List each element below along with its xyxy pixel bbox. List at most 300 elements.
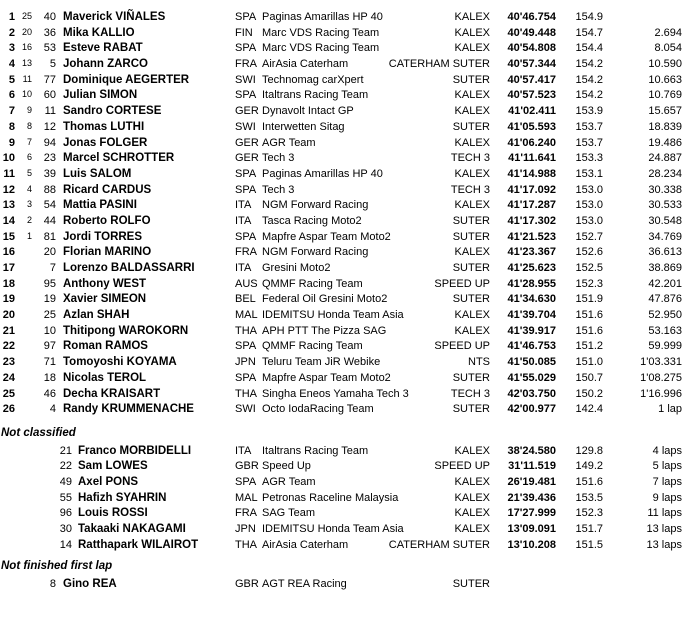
bike: CATERHAM SUTER: [388, 58, 490, 71]
team: Tech 3: [262, 183, 295, 196]
avg-speed: 153.7: [575, 136, 603, 149]
nation: SPA: [235, 340, 257, 353]
avg-speed: 153.1: [575, 167, 603, 180]
gap: 1'08.275: [640, 371, 682, 384]
nation: SPA: [235, 167, 257, 180]
gap: 13 laps: [646, 538, 682, 551]
bike: KALEX: [454, 167, 490, 180]
nation: SWI: [235, 73, 256, 86]
team: AGR Team: [262, 475, 316, 488]
rider-name: Axel PONS: [78, 475, 139, 488]
rider-name: Ricard CARDUS: [63, 183, 152, 196]
avg-speed: 154.9: [575, 11, 603, 23]
avg-speed: 154.4: [575, 42, 603, 55]
gap: 30.338: [648, 183, 682, 196]
points: 7: [26, 136, 32, 147]
gap: 15.657: [648, 105, 682, 118]
points: 3: [26, 199, 32, 210]
bike-number: 19: [43, 293, 56, 306]
rider-name: Marcel SCHROTTER: [63, 152, 175, 165]
nation: ITA: [235, 199, 252, 212]
bike: KALEX: [454, 523, 490, 535]
nation: FRA: [235, 507, 257, 520]
gap: 24.887: [648, 152, 682, 165]
rider-name: Lorenzo BALDASSARRI: [63, 262, 195, 274]
race-time: 41'28.955: [507, 277, 556, 290]
team: AirAsia Caterham: [262, 538, 349, 551]
result-row: [0, 339, 690, 355]
bike-number: 22: [59, 460, 72, 473]
position: 21: [2, 324, 15, 337]
bike: TECH 3: [450, 183, 490, 196]
team: AGT REA Racing: [262, 578, 347, 591]
bike: TECH 3: [450, 152, 490, 165]
position: 5: [8, 73, 15, 86]
gap: 42.201: [648, 277, 682, 290]
result-row: [0, 26, 690, 42]
bike: SUTER: [452, 120, 490, 133]
gap: 1'03.331: [640, 356, 682, 369]
rider-name: Florian MARINO: [63, 246, 152, 259]
result-row: [0, 104, 690, 120]
race-time: 41'21.523: [507, 230, 556, 243]
rider-name: Sandro CORTESE: [63, 105, 162, 118]
position: 20: [2, 309, 15, 322]
gap: 13 laps: [646, 523, 682, 535]
gap: 10.663: [648, 73, 682, 86]
team: Petronas Raceline Malaysia: [262, 491, 399, 504]
nation: GBR: [235, 460, 259, 473]
bike-number: 54: [43, 199, 56, 212]
rider-name: Esteve RABAT: [63, 42, 143, 55]
result-row: [0, 88, 690, 104]
bike: SUTER: [452, 262, 490, 274]
race-time: 42'03.750: [507, 387, 556, 400]
race-time: 41'06.240: [507, 136, 556, 149]
bike: TECH 3: [450, 387, 490, 400]
avg-speed: 129.8: [575, 444, 603, 457]
rider-name: Sam LOWES: [78, 460, 148, 473]
bike-number: 4: [49, 403, 56, 416]
result-row: [0, 41, 690, 57]
team: Speed Up: [262, 460, 311, 473]
avg-speed: 154.2: [575, 73, 603, 86]
rider-name: Louis ROSSI: [78, 507, 148, 520]
section-header-not_classified: Not classified: [1, 426, 76, 439]
race-time: 41'17.287: [507, 199, 556, 212]
points: 2: [26, 214, 32, 225]
team: AirAsia Caterham: [262, 58, 349, 71]
nation: ITA: [235, 262, 252, 274]
nation: THA: [235, 324, 257, 337]
avg-speed: 153.0: [575, 183, 603, 196]
position: 26: [2, 403, 15, 416]
bike-number: 39: [43, 167, 56, 180]
gap: 7 laps: [652, 475, 682, 488]
bike: KALEX: [454, 246, 490, 259]
result-row: [0, 167, 690, 183]
race-time: 41'50.085: [507, 356, 556, 369]
gap: 1 lap: [658, 403, 682, 416]
result-row: [0, 183, 690, 199]
gap: 8.054: [654, 42, 682, 55]
team: Gresini Moto2: [262, 262, 331, 274]
race-time: 40'57.523: [507, 89, 556, 102]
avg-speed: 142.4: [575, 403, 603, 416]
team: IDEMITSU Honda Team Asia: [262, 309, 404, 322]
nation: JPN: [235, 356, 256, 369]
race-time: 41'39.917: [507, 324, 556, 337]
position: 6: [8, 89, 15, 102]
result-row: [0, 371, 690, 387]
result-row: [0, 522, 690, 538]
section-header-not_finished_first_lap: Not finished first lap: [1, 560, 113, 573]
result-row: [0, 475, 690, 491]
position: 1: [8, 11, 15, 23]
nation: GBR: [235, 578, 259, 591]
bike: SPEED UP: [434, 340, 490, 353]
bike: SUTER: [452, 371, 490, 384]
avg-speed: 151.6: [575, 475, 603, 488]
avg-speed: 153.9: [575, 105, 603, 118]
nation: THA: [235, 387, 257, 400]
nation: THA: [235, 538, 257, 551]
race-time: 41'11.641: [508, 152, 556, 165]
result-row: [0, 277, 690, 293]
points: 5: [26, 167, 32, 178]
rider-name: Decha KRAISART: [63, 387, 161, 400]
result-row: [0, 245, 690, 261]
bike: SUTER: [452, 578, 490, 591]
result-row: [0, 444, 690, 460]
avg-speed: 153.7: [575, 120, 603, 133]
nation: MAL: [235, 491, 258, 504]
section-classified: [0, 10, 690, 418]
team: Paginas Amarillas HP 40: [262, 11, 383, 23]
bike: KALEX: [454, 324, 490, 337]
nation: ITA: [235, 444, 252, 457]
bike: KALEX: [454, 105, 490, 118]
avg-speed: 151.5: [575, 538, 603, 551]
position: 10: [2, 152, 15, 165]
position: 17: [2, 262, 15, 274]
team: Tasca Racing Moto2: [262, 214, 362, 227]
bike-number: 10: [43, 324, 56, 337]
avg-speed: 152.6: [575, 246, 603, 259]
nation: SPA: [235, 230, 257, 243]
points: 4: [26, 183, 32, 194]
result-row: [0, 387, 690, 403]
position: 22: [2, 340, 15, 353]
nation: SPA: [235, 475, 257, 488]
result-row: [0, 355, 690, 371]
rider-name: Jonas FOLGER: [63, 136, 148, 149]
points: 25: [21, 11, 32, 21]
rider-name: Nicolas TEROL: [63, 371, 147, 384]
nation: SPA: [235, 183, 257, 196]
race-time: 41'14.988: [507, 167, 556, 180]
avg-speed: 150.7: [575, 371, 603, 384]
team: QMMF Racing Team: [262, 277, 363, 290]
result-row: [0, 151, 690, 167]
bike: SPEED UP: [434, 460, 490, 473]
bike-number: 40: [43, 11, 56, 23]
bike: SUTER: [452, 214, 490, 227]
position: 14: [2, 214, 15, 227]
rider-name: Xavier SIMEON: [63, 293, 147, 306]
nation: ITA: [235, 214, 252, 227]
bike-number: 18: [43, 371, 56, 384]
team: Marc VDS Racing Team: [262, 26, 380, 39]
points: 9: [26, 105, 32, 116]
bike-number: 81: [43, 230, 56, 243]
result-row: [0, 73, 690, 89]
gap: 18.839: [648, 120, 682, 133]
bike: KALEX: [454, 26, 490, 39]
result-row: [0, 308, 690, 324]
rider-name: Anthony WEST: [63, 277, 147, 290]
race-time: 40'57.417: [507, 73, 556, 86]
nation: SWI: [235, 120, 256, 133]
team: Tech 3: [262, 152, 295, 165]
points: 16: [21, 42, 32, 53]
gap: 19.486: [648, 136, 682, 149]
team: Interwetten Sitag: [262, 120, 345, 133]
avg-speed: 154.7: [575, 26, 603, 39]
bike-number: 71: [43, 356, 56, 369]
race-time: 38'24.580: [507, 444, 556, 457]
bike-number: 23: [43, 152, 56, 165]
bike: SUTER: [452, 230, 490, 243]
race-time: 26'19.481: [507, 475, 556, 488]
rider-name: Julian SIMON: [63, 89, 138, 102]
rider-name: Franco MORBIDELLI: [78, 444, 192, 457]
bike-number: 55: [59, 491, 72, 504]
result-row: [0, 292, 690, 308]
race-time: 41'02.411: [508, 105, 556, 118]
rider-name: Mattia PASINI: [63, 199, 137, 212]
team: Mapfre Aspar Team Moto2: [262, 230, 391, 243]
result-row: [0, 324, 690, 340]
team: APH PTT The Pizza SAG: [262, 324, 387, 337]
race-time: 41'25.623: [507, 262, 556, 274]
gap: 52.950: [648, 309, 682, 322]
rider-name: Jordi TORRES: [63, 230, 143, 243]
team: Dynavolt Intact GP: [262, 105, 354, 118]
position: 19: [2, 293, 15, 306]
result-row: [0, 402, 690, 418]
avg-speed: 151.6: [575, 324, 603, 337]
position: 25: [2, 387, 15, 400]
race-time: 41'23.367: [507, 246, 556, 259]
result-row: [0, 261, 690, 277]
gap: 38.869: [648, 262, 682, 274]
race-time: 40'46.754: [507, 11, 556, 23]
result-row: [0, 10, 690, 26]
race-time: 41'17.092: [507, 183, 556, 196]
nation: BEL: [235, 293, 256, 306]
gap: 36.613: [648, 246, 682, 259]
points: 1: [26, 230, 32, 241]
nation: SPA: [235, 42, 257, 55]
team: Marc VDS Racing Team: [262, 42, 380, 55]
bike: KALEX: [454, 11, 490, 23]
team: Italtrans Racing Team: [262, 89, 369, 102]
avg-speed: 152.3: [575, 507, 603, 520]
rider-name: Randy KRUMMENACHE: [63, 403, 194, 416]
position: 18: [2, 277, 15, 290]
points: 20: [21, 26, 32, 37]
gap: 30.548: [648, 214, 682, 227]
bike: CATERHAM SUTER: [388, 538, 490, 551]
position: 4: [8, 58, 15, 71]
race-time: 41'05.593: [507, 120, 556, 133]
bike-number: 60: [43, 89, 56, 102]
bike: KALEX: [454, 199, 490, 212]
rider-name: Thitipong WAROKORN: [63, 324, 189, 337]
bike-number: 96: [59, 507, 72, 520]
points: 6: [26, 152, 32, 163]
avg-speed: 153.0: [575, 199, 603, 212]
result-row: [0, 214, 690, 230]
nation: SPA: [235, 11, 257, 23]
rider-name: Roberto ROLFO: [63, 214, 151, 227]
gap: 53.163: [648, 324, 682, 337]
bike-number: 7: [49, 262, 56, 274]
result-row: [0, 538, 690, 554]
gap: 34.769: [648, 230, 682, 243]
position: 13: [2, 199, 15, 212]
result-row: [0, 491, 690, 507]
race-time: 41'55.029: [507, 371, 556, 384]
race-time: 40'54.808: [507, 42, 556, 55]
team: Italtrans Racing Team: [262, 444, 369, 457]
bike: KALEX: [454, 309, 490, 322]
nation: MAL: [235, 309, 258, 322]
nation: GER: [235, 152, 259, 165]
avg-speed: 154.2: [575, 89, 603, 102]
bike: KALEX: [454, 89, 490, 102]
gap: 2.694: [654, 26, 682, 39]
avg-speed: 152.7: [575, 230, 603, 243]
bike: NTS: [468, 356, 490, 369]
rider-name: Gino REA: [63, 578, 117, 591]
bike: KALEX: [454, 507, 490, 520]
race-time: 13'10.208: [507, 538, 556, 551]
team: NGM Forward Racing: [262, 199, 369, 212]
result-row: [0, 230, 690, 246]
avg-speed: 153.5: [575, 491, 603, 504]
team: Federal Oil Gresini Moto2: [262, 293, 388, 306]
race-time: 31'11.519: [508, 460, 556, 473]
rider-name: Johann ZARCO: [63, 58, 148, 71]
position: 2: [8, 26, 15, 39]
nation: GER: [235, 105, 259, 118]
avg-speed: 151.6: [575, 309, 603, 322]
team: Teluru Team JiR Webike: [262, 356, 381, 369]
rider-name: Ratthapark WILAIROT: [78, 538, 199, 551]
avg-speed: 153.3: [575, 152, 603, 165]
avg-speed: 151.9: [575, 293, 603, 306]
race-time: 42'00.977: [507, 403, 556, 416]
bike-number: 95: [43, 277, 56, 290]
bike-number: 21: [59, 444, 72, 457]
points: 13: [21, 58, 32, 69]
rider-name: Maverick VIÑALES: [63, 11, 166, 23]
gap: 1'16.996: [640, 387, 682, 400]
gap: 10.590: [648, 58, 682, 71]
rider-name: Tomoyoshi KOYAMA: [63, 356, 177, 369]
position: 9: [8, 136, 15, 149]
gap: 59.999: [648, 340, 682, 353]
position: 15: [2, 230, 15, 243]
position: 24: [2, 371, 15, 384]
result-row: [0, 198, 690, 214]
gap: 9 laps: [652, 491, 682, 504]
rider-name: Dominique AEGERTER: [63, 73, 190, 86]
race-time: 17'27.999: [507, 507, 556, 520]
bike: KALEX: [454, 136, 490, 149]
race-time: 40'49.448: [507, 26, 556, 39]
team: QMMF Racing Team: [262, 340, 363, 353]
bike-number: 97: [43, 340, 56, 353]
avg-speed: 150.2: [575, 387, 603, 400]
result-row: [0, 459, 690, 475]
avg-speed: 149.2: [575, 460, 603, 473]
race-time: 41'39.704: [507, 309, 556, 322]
bike-number: 53: [43, 42, 56, 55]
position: 8: [8, 120, 15, 133]
bike-number: 36: [43, 26, 56, 39]
bike: KALEX: [454, 42, 490, 55]
rider-name: Mika KALLIO: [63, 26, 135, 39]
rider-name: Roman RAMOS: [63, 340, 148, 353]
section-not_finished_first_lap: [0, 577, 690, 593]
nation: FRA: [235, 246, 257, 259]
team: Technomag carXpert: [262, 73, 364, 86]
bike: KALEX: [454, 444, 490, 457]
bike: KALEX: [454, 475, 490, 488]
gap: 28.234: [648, 167, 682, 180]
rider-name: Takaaki NAKAGAMI: [78, 523, 186, 535]
bike-number: 20: [43, 246, 56, 259]
bike: SUTER: [452, 293, 490, 306]
avg-speed: 151.7: [575, 523, 603, 535]
position: 16: [2, 246, 15, 259]
gap: 11 laps: [647, 507, 682, 520]
race-time: 41'46.753: [507, 340, 556, 353]
bike-number: 14: [59, 538, 72, 551]
team: Singha Eneos Yamaha Tech 3: [262, 387, 409, 400]
race-time: 13'09.091: [507, 523, 556, 535]
points: 8: [26, 120, 32, 131]
nation: GER: [235, 136, 259, 149]
team: Paginas Amarillas HP 40: [262, 167, 383, 180]
nation: AUS: [235, 277, 258, 290]
bike-number: 8: [49, 578, 56, 591]
avg-speed: 153.0: [575, 214, 603, 227]
position: 23: [2, 356, 15, 369]
bike-number: 46: [43, 387, 56, 400]
race-time: 41'17.302: [507, 214, 556, 227]
gap: 10.769: [648, 89, 682, 102]
result-row: [0, 577, 690, 593]
team: Mapfre Aspar Team Moto2: [262, 371, 391, 384]
bike-number: 5: [49, 58, 56, 71]
position: 7: [8, 105, 15, 118]
rider-name: Thomas LUTHI: [63, 120, 145, 133]
bike-number: 77: [43, 73, 56, 86]
